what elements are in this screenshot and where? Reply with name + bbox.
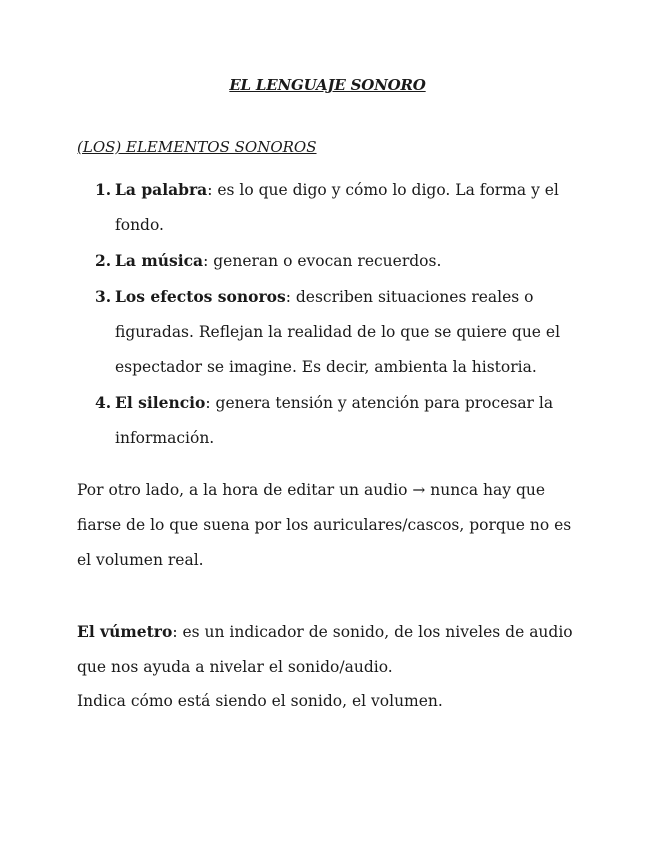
list-text: : es lo que digo y cómo lo digo. La forma y el fondo. bbox=[115, 181, 559, 234]
vumetro-term: El vúmetro bbox=[77, 622, 173, 641]
elements-list bbox=[77, 172, 587, 456]
list-item bbox=[77, 243, 587, 279]
vumetro-text: : es un indicador de sonido, de los niveles de audio que nos ayuda a nivelar el sonido/audio. bbox=[77, 623, 573, 676]
list-text: : genera tensión y atención para procesar la información. bbox=[115, 394, 554, 447]
list-item bbox=[77, 279, 587, 385]
list-term: La música bbox=[115, 251, 204, 270]
list-text: : describen situaciones reales o figuradas. Reflejan la realidad de lo que se quiere que el espectador se imagine. Es decir, ambienta la historia. bbox=[115, 288, 561, 376]
list-term: Los efectos sonoros bbox=[115, 287, 286, 306]
page-title: EL LENGUAJE SONORO bbox=[229, 76, 426, 94]
list-number: 1. bbox=[95, 180, 112, 199]
list-term: La palabra bbox=[115, 180, 208, 199]
list-term: El silencio bbox=[115, 393, 206, 412]
list-item bbox=[77, 385, 587, 456]
paragraph-vumetro bbox=[77, 614, 587, 685]
list-number: 2. bbox=[95, 251, 112, 270]
list-number: 3. bbox=[95, 287, 112, 306]
paragraph-volume: Indica cómo está siendo el sonido, el volumen. bbox=[77, 692, 443, 710]
list-text: : generan o evocan recuerdos. bbox=[203, 252, 442, 270]
paragraph-audio-editing: Por otro lado, a la hora de editar un audio → nunca hay que fiarse de lo que suena por los auriculares/cascos, porque no es el volumen real. bbox=[77, 481, 572, 569]
list-item bbox=[77, 172, 587, 243]
section-heading: (LOS) ELEMENTOS SONOROS bbox=[77, 138, 317, 156]
list-number: 4. bbox=[95, 393, 112, 412]
